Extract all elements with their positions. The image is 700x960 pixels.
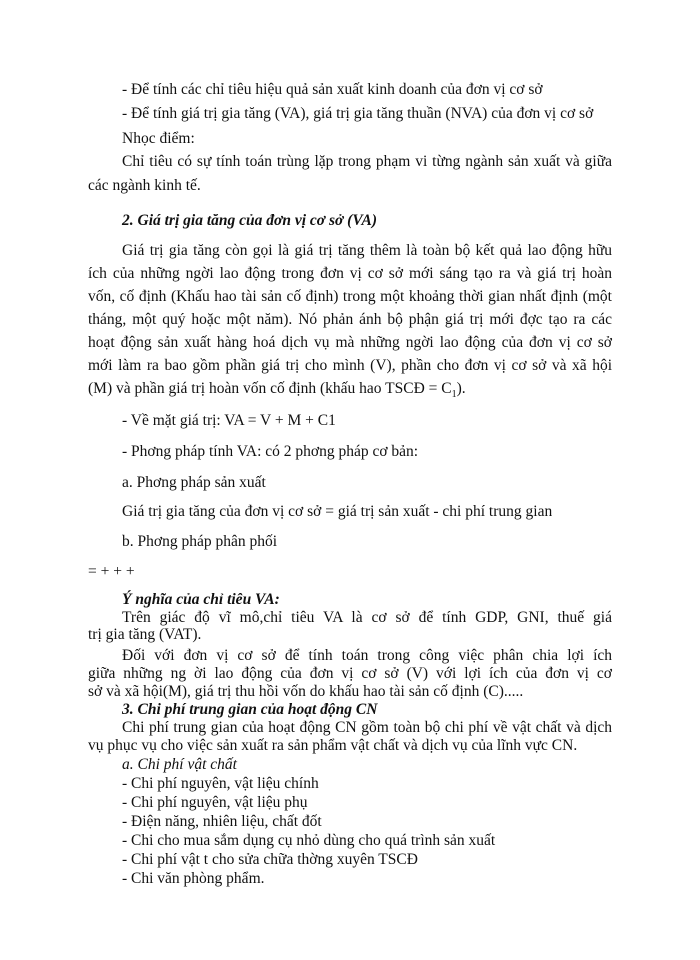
material-item: - Chi phí vật t cho sửa chữa thờng xuyên TSCĐ: [122, 851, 418, 868]
paragraph-text: (M) và phần giá trị hoàn vốn cố định (khấu hao TSCĐ = C: [88, 380, 452, 397]
material-item: - Chi văn phòng phẩm.: [122, 870, 265, 887]
distribution-formula: = + + +: [88, 563, 135, 580]
material-item: - Điện năng, nhiên liệu, chất đốt: [122, 813, 322, 830]
section-heading: 2. Giá trị gia tăng của đơn vị cơ sở (VA): [122, 212, 378, 229]
intro-item: - Để tính giá trị gia tăng (VA), giá trị gia tăng thuần (NVA) của đơn vị cơ sở: [122, 105, 594, 122]
paragraph-line: Giá trị gia tăng còn gọi là giá trị tăng thêm là toàn bộ kết quả lao động hữu: [122, 242, 612, 259]
material-item: - Chi cho mua sắm dụng cụ nhỏ dùng cho quá trình sản xuất: [122, 832, 496, 849]
method-a: a. Phơng pháp sản xuất: [122, 474, 266, 491]
paragraph-text-end: ).: [456, 380, 466, 397]
paragraph-line: sở và xã hội(M), giá trị thu hồi vốn do khấu hao tài sản cố định (C).....: [88, 683, 524, 700]
paragraph-line: vụ phục vụ cho việc sản xuất ra sản phẩm vật chất và dịch vụ của lĩnh vực CN.: [88, 737, 578, 754]
section-heading: 3. Chi phí trung gian của hoạt động CN: [122, 701, 378, 718]
paragraph-line: trị gia tăng (VAT).: [88, 626, 202, 643]
paragraph-line: Đối với đơn vị cơ sở để tính toán trong công việc phân chia lợi ích: [122, 647, 612, 664]
paragraph-line: Chi phí trung gian của hoạt động CN gồm toàn bộ chi phí về vật chất và dịch: [122, 719, 612, 736]
drawback-label: Nhọc điểm:: [122, 130, 195, 147]
paragraph-line: tháng, một quý hoặc một năm). Nó phản ánh bộ phận giá trị mới đợc tạo ra các: [88, 311, 612, 328]
drawback-text: các ngành kinh tế.: [88, 177, 201, 194]
paragraph-line: giữa những ng ời lao động của đơn vị cơ sở (V) với lợi ích của đơn vị cơ: [88, 665, 612, 682]
method-a-formula: Giá trị gia tăng của đơn vị cơ sở = giá trị sản xuất - chi phí trung gian: [122, 503, 553, 520]
paragraph-line: hoạt động sản xuất hàng hoá dịch vụ mà những ngời lao động của đơn vị cơ sở: [88, 334, 612, 351]
paragraph-line: vốn, cố định (Khấu hao tài sản cố định) trong một khoảng thời gian nhất định (một: [88, 288, 612, 305]
meaning-heading: Ý nghĩa của chỉ tiêu VA:: [122, 591, 280, 608]
material-item: - Chi phí nguyên, vật liệu phụ: [122, 794, 308, 811]
paragraph-line: mới làm ra bao gồm phần giá trị cho mình (V), phần cho đơn vị cơ sở và xã hội: [88, 357, 612, 374]
drawback-text: Chỉ tiêu có sự tính toán trùng lặp trong phạm vi từng ngành sản xuất và giữa: [122, 153, 612, 170]
value-formula: - Về mặt giá trị: VA = V + M + C1: [122, 412, 336, 429]
intro-item: - Để tính các chỉ tiêu hiệu quả sản xuất kinh doanh của đơn vị cơ sở: [122, 81, 543, 98]
material-heading: a. Chi phí vật chất: [122, 756, 237, 773]
paragraph-line: [88, 379, 466, 399]
methods-intro: - Phơng pháp tính VA: có 2 phơng pháp cơ bản:: [122, 443, 419, 460]
material-item: - Chi phí nguyên, vật liệu chính: [122, 775, 319, 792]
subscript: 1: [451, 389, 457, 401]
method-b: b. Phơng pháp phân phối: [122, 533, 278, 550]
paragraph-line: Trên giác độ vĩ mô,chỉ tiêu VA là cơ sở để tính GDP, GNI, thuế giá: [122, 609, 612, 626]
paragraph-line: ích của những ngời lao động trong đơn vị cơ sở mới sáng tạo ra và giá trị hoàn: [88, 265, 612, 282]
